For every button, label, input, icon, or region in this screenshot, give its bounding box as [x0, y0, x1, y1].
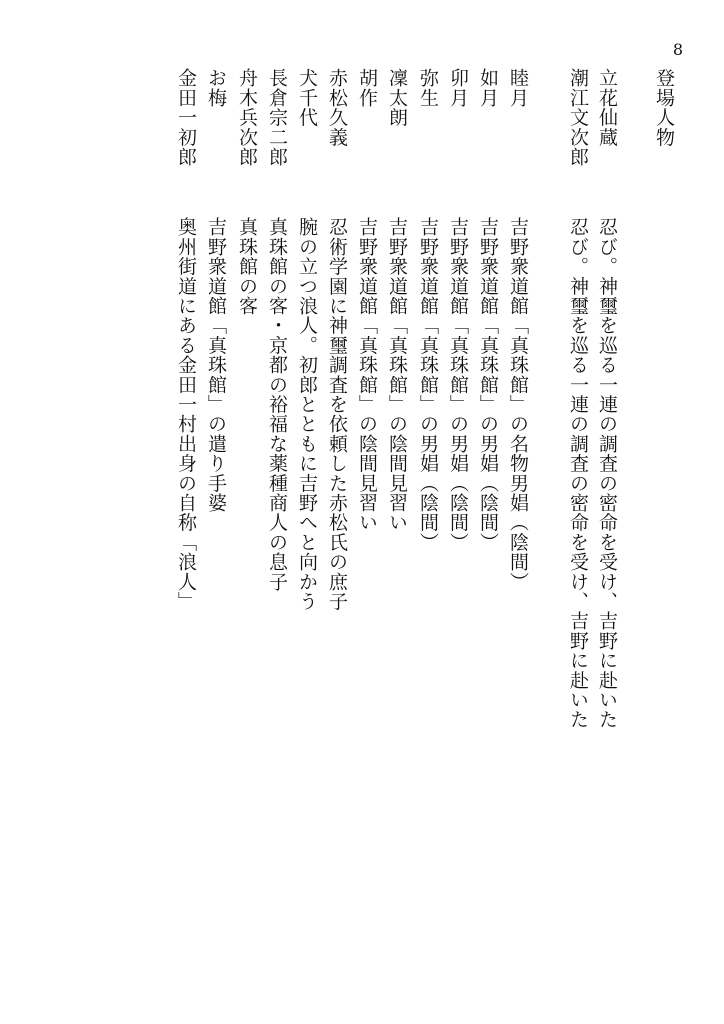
character-description: 吉野衆道館「真珠館」の陰間見習い: [356, 217, 378, 533]
character-name: 金田一初郎: [175, 68, 197, 167]
character-description: 奥州街道にある金田一村出身の自称「浪人」: [175, 217, 197, 611]
character-name: 弥生: [417, 68, 439, 108]
character-name: 長倉宗二郎: [266, 68, 288, 167]
character-name: 犬千代: [296, 68, 318, 128]
character-name: 凜太朗: [386, 68, 408, 128]
character-description: 吉野衆道館「真珠館」の男娼（陰間）: [417, 217, 439, 552]
character-description: 忍術学園に神璽調査を依頼した赤松氏の庶子: [326, 217, 348, 611]
character-description: 吉野衆道館「真珠館」の陰間見習い: [386, 217, 408, 533]
character-description: 忍び。神璽を巡る一連の調査の密命を受け、吉野に赴いた: [567, 217, 589, 730]
character-description: 吉野衆道館「真珠館」の男娼（陰間）: [447, 217, 469, 552]
character-name: お梅: [205, 68, 227, 108]
character-description: 吉野衆道館「真珠館」の名物男娼（陰間）: [507, 217, 529, 592]
character-name: 卯月: [447, 68, 469, 108]
character-description: 真珠館の客・京都の裕福な薬種商人の息子: [266, 217, 288, 592]
character-description: 腕の立つ浪人。初郎とともに吉野へと向かう: [296, 217, 318, 611]
character-name: 赤松久義: [326, 68, 348, 147]
character-description: 吉野衆道館「真珠館」の遣り手婆: [205, 217, 227, 513]
character-name: 胡作: [356, 68, 378, 108]
character-name: 潮江文次郎: [567, 68, 589, 167]
character-name: 如月: [477, 68, 499, 108]
character-description: 忍び。神璽を巡る一連の調査の密命を受け、吉野に赴いた: [596, 217, 618, 730]
section-title: 登場人物: [653, 68, 675, 147]
character-description: 吉野衆道館「真珠館」の男娼（陰間）: [477, 217, 499, 552]
character-name: 睦月: [507, 68, 529, 108]
page-number: 8: [672, 40, 684, 59]
character-name: 舟木兵次郎: [236, 68, 258, 167]
character-description: 真珠館の客: [236, 217, 258, 316]
character-name: 立花仙蔵: [596, 68, 618, 147]
